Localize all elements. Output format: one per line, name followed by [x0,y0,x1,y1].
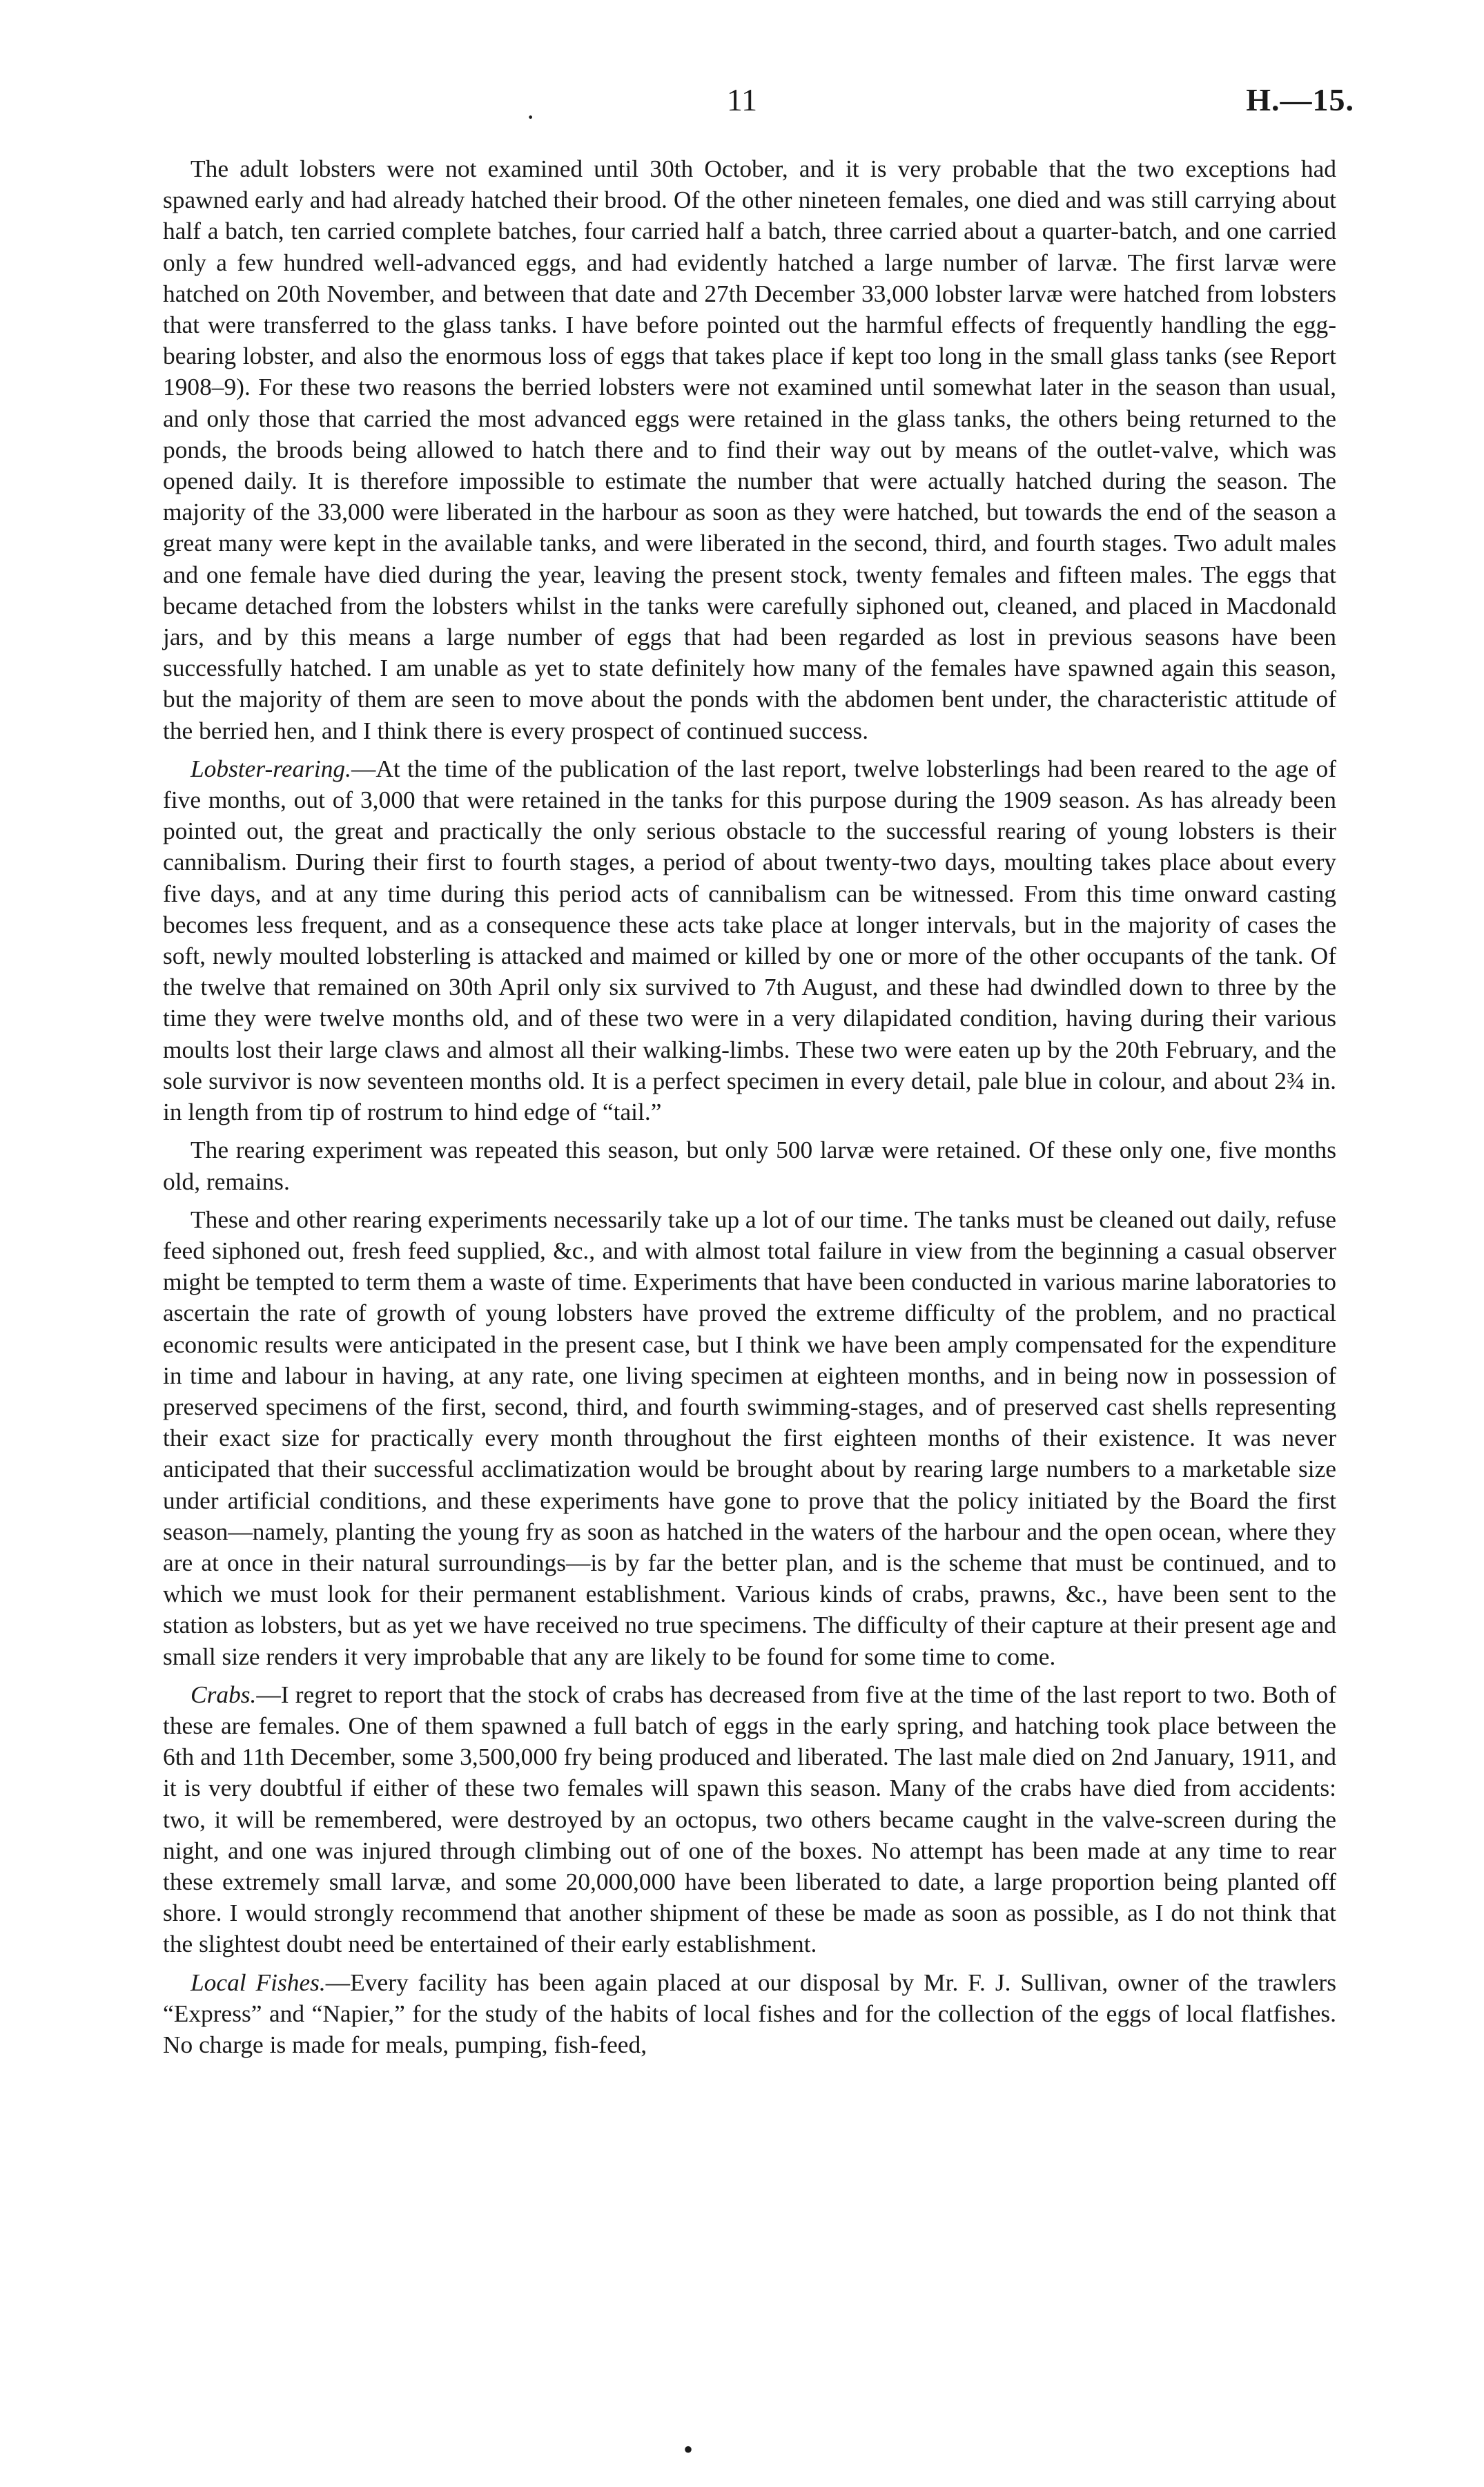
page-header [0,81,1484,133]
paragraph-crabs [163,1679,1336,1960]
paragraph-text: —I regret to report that the stock of crabs has decreased from five at the time of the last report to two. Both of these are females. One of them spawned a full batch of eggs in the early spring, and hatching took place between the 6th and 11th December, some 3,500,000 fry being produced and liberated. The last male died on 2nd January, 1911, and it is very doubtful if either of these two females will spawn this season. Many of the crabs have died from accidents: two, it will be remembered, were destroyed by an octopus, two others became caught in the valve-screen during the night, and one was injured through climbing out of one of the boxes. No attempt has been made at any time to rear these extremely small larvæ, and some 20,000,000 have been liberated to date, a large proportion being planted off shore. I would strongly recommend that another shipment of these be made as soon as possible, as I do not think that the slightest doubt need be entertained of their early establishment. [163,1680,1336,1958]
document-code: H.—15. [1246,82,1354,117]
section-heading-lobster-rearing: Lobster-rearing. [191,754,351,782]
page-number: 11 [726,82,758,117]
section-heading-local-fishes: Local Fishes. [191,1968,326,1996]
body-text [163,153,1336,2067]
paragraph-text: The adult lobsters were not examined until 30th October, and it is very probable that the two exceptions had spawned early and had already hatched their brood. Of the other nineteen females, one died and was still carrying about half a batch, ten carried complete batches, four carried half a batch, three carried about a quarter-batch, and one carried only a few hundred well-advanced eggs, and had evidently hatched a large number of larvæ. The first larvæ were hatched on 20th November, and between that date and 27th December 33,000 lobster larvæ were hatched from lobsters that were transferred to the glass tanks. I have before pointed out the harmful effects of frequently handling the egg-bearing lobster, and also the enormous loss of eggs that takes place if kept too long in the small glass tanks (see Report 1908–9). For these two reasons the berried lobsters were not examined until somewhat later in the season than usual, and only those that carried the most advanced eggs were retained in the glass tanks, the others being returned to the ponds, the broods being allowed to hatch there and to find their way out by means of the outlet-valve, which was opened daily. It is therefore impossible to estimate the number that were actually hatched during the season. The majority of the 33,000 were liberated in the harbour as soon as they were hatched, but towards the end of the season a great many were kept in the available tanks, and were liberated in the second, third, and fourth stages. Two adult males and one female have died during the year, leaving the present stock, twenty females and fifteen males. The eggs that became detached from the lobsters whilst in the tanks were carefully siphoned out, cleaned, and placed in Macdonald jars, and by this means a large number of eggs that had been regarded as lost in previous seasons have been successfully hatched. I am unable as yet to state definitely how many of the females have spawned again this season, but the majority of them are seen to move about the ponds with the abdomen bent under, the characteristic attitude of the berried hen, and I think there is every prospect of continued success. [163,155,1336,744]
paragraph-text: The rearing experiment was repeated this season, but only 500 larvæ were retained. Of these only one, five months old, remains. [163,1136,1336,1195]
footer-dot-mark: • [683,2434,694,2465]
scan-speck-mark: · [526,101,536,133]
paragraph-adult-lobsters [163,153,1336,746]
paragraph-local-fishes [163,1967,1336,2061]
paragraph-rearing-repeated [163,1134,1336,1197]
section-heading-crabs: Crabs. [191,1680,257,1708]
paragraph-text: —Every facility has been again placed at our disposal by Mr. F. J. Sullivan, owner of the trawlers “Express” and “Napier,” for the study of the habits of local fishes and for the collection of the eggs of local flatfishes. No charge is made for meals, pumping, fish-feed, [163,1968,1336,2058]
paragraph-rearing-experiments [163,1204,1336,1672]
paragraph-text: These and other rearing experiments necessarily take up a lot of our time. The tanks must be cleaned out daily, refuse feed siphoned out, fresh feed supplied, &c., and with almost total failure in view from the beginning a casual observer might be tempted to term them a waste of time. Experiments that have been conducted in various marine laboratories to ascertain the rate of growth of young lobsters have proved the extreme difficulty of the problem, and no practical economic results were anticipated in the present case, but I think we have been amply compensated for the expenditure in time and labour in having, at any rate, one living specimen at eighteen months, and in being now in possession of preserved specimens of the first, second, third, and fourth swimming-stages, and of preserved cast shells representing their exact size for practically every month throughout the first eighteen months of their existence. It was never anticipated that their successful acclimatization would be brought about by rearing large numbers to a marketable size under artificial conditions, and these experiments have gone to prove that the policy initiated by the Board the first season—namely, planting the young fry as soon as hatched in the waters of the harbour and the open ocean, where they are at once in their natural surroundings—is by far the better plan, and is the scheme that must be continued, and to which we must look for their permanent establishment. Various kinds of crabs, prawns, &c., have been sent to the station as lobsters, but as yet we have received no true specimens. The difficulty of their capture at their present age and small size renders it very improbable that any are likely to be found for some time to come. [163,1205,1336,1670]
paragraph-lobster-rearing [163,753,1336,1128]
paragraph-text: —At the time of the publication of the last report, twelve lobsterlings had been reared to the age of five months, out of 3,000 that were retained in the tanks for this purpose during the 1909 season. As has already been pointed out, the great and practically the only serious obstacle to the successful rearing of young lobsters is their cannibalism. During their first to fourth stages, a period of about twenty-two days, moulting takes place about every five days, and at any time during this period acts of cannibalism can be witnessed. From this time onward casting becomes less frequent, and as a consequence these acts take place at longer intervals, but in the majority of cases the soft, newly moulted lobsterling is attacked and maimed or killed by one or more of the other occupants of the tank. Of the twelve that remained on 30th April only six survived to 7th August, and these had dwindled down to three by the time they were twelve months old, and of these two were in a very dilapidated condition, having during their various moults lost their large claws and almost all their walking-limbs. These two were eaten up by the 20th February, and the sole survivor is now seventeen months old. It is a perfect specimen in every detail, pale blue in colour, and about 2¾ in. in length from tip of rostrum to hind edge of “tail.” [163,754,1336,1126]
